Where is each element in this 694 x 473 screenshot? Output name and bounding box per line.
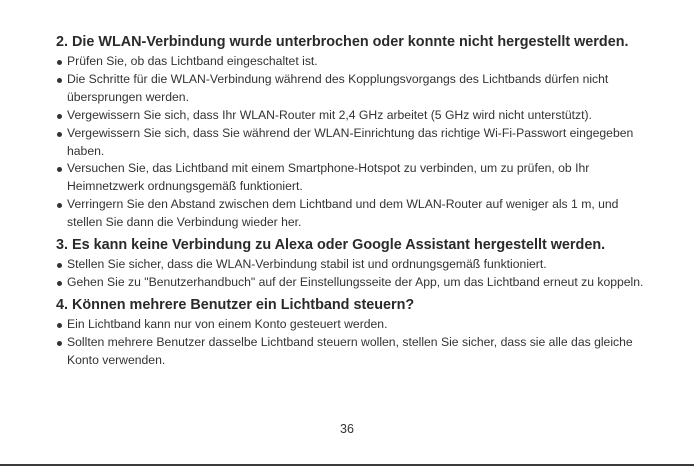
faq-section-multiuser [56, 296, 646, 370]
list-item: Prüfen Sie, ob das Lichtband eingeschaltet ist. [56, 53, 646, 71]
faq-section-assistant [56, 236, 646, 292]
section-heading: 2. Die WLAN-Verbindung wurde unterbrochen oder konnte nicht hergestellt werden. [56, 34, 629, 50]
faq-section-wlan [56, 33, 646, 232]
bullet-list [56, 316, 646, 370]
list-item: Verringern Sie den Abstand zwischen dem Lichtband und dem WLAN-Router auf weniger als 1 m, und stellen Sie dann die Verbindung wieder her. [56, 196, 646, 232]
list-item: Sollten mehrere Benutzer dasselbe Lichtband steuern wollen, stellen Sie sicher, dass sie alle das gleiche Konto verwenden. [56, 334, 646, 370]
list-item: Vergewissern Sie sich, dass Ihr WLAN-Router mit 2,4 GHz arbeitet (5 GHz wird nicht unterstützt). [56, 107, 646, 125]
faq-content [56, 33, 646, 370]
bullet-list [56, 53, 646, 232]
list-item: Vergewissern Sie sich, dass Sie während der WLAN-Einrichtung das richtige Wi-Fi-Passwort eingegeben haben. [56, 125, 646, 161]
list-item: Ein Lichtband kann nur von einem Konto gesteuert werden. [56, 316, 646, 334]
section-heading: 4. Können mehrere Benutzer ein Lichtband steuern? [56, 296, 415, 313]
page-number: 36 [340, 422, 354, 436]
bottom-divider [0, 464, 694, 466]
list-item: Gehen Sie zu "Benutzerhandbuch" auf der Einstellungsseite der App, um das Lichtband erneut zu koppeln. [56, 274, 646, 292]
list-item: Stellen Sie sicher, dass die WLAN-Verbindung stabil ist und ordnungsgemäß funktioniert. [56, 256, 646, 274]
section-heading: 3. Es kann keine Verbindung zu Alexa oder Google Assistant hergestellt werden. [56, 237, 606, 254]
list-item: Die Schritte für die WLAN-Verbindung während des Kopplungsvorgangs des Lichtbands dürfen nicht übersprungen werden. [56, 71, 646, 107]
bullet-list [56, 256, 646, 292]
list-item: Versuchen Sie, das Lichtband mit einem Smartphone-Hotspot zu verbinden, um zu prüfen, ob Ihr Heimnetzwerk ordnungsgemäß funktioniert. [56, 160, 646, 196]
